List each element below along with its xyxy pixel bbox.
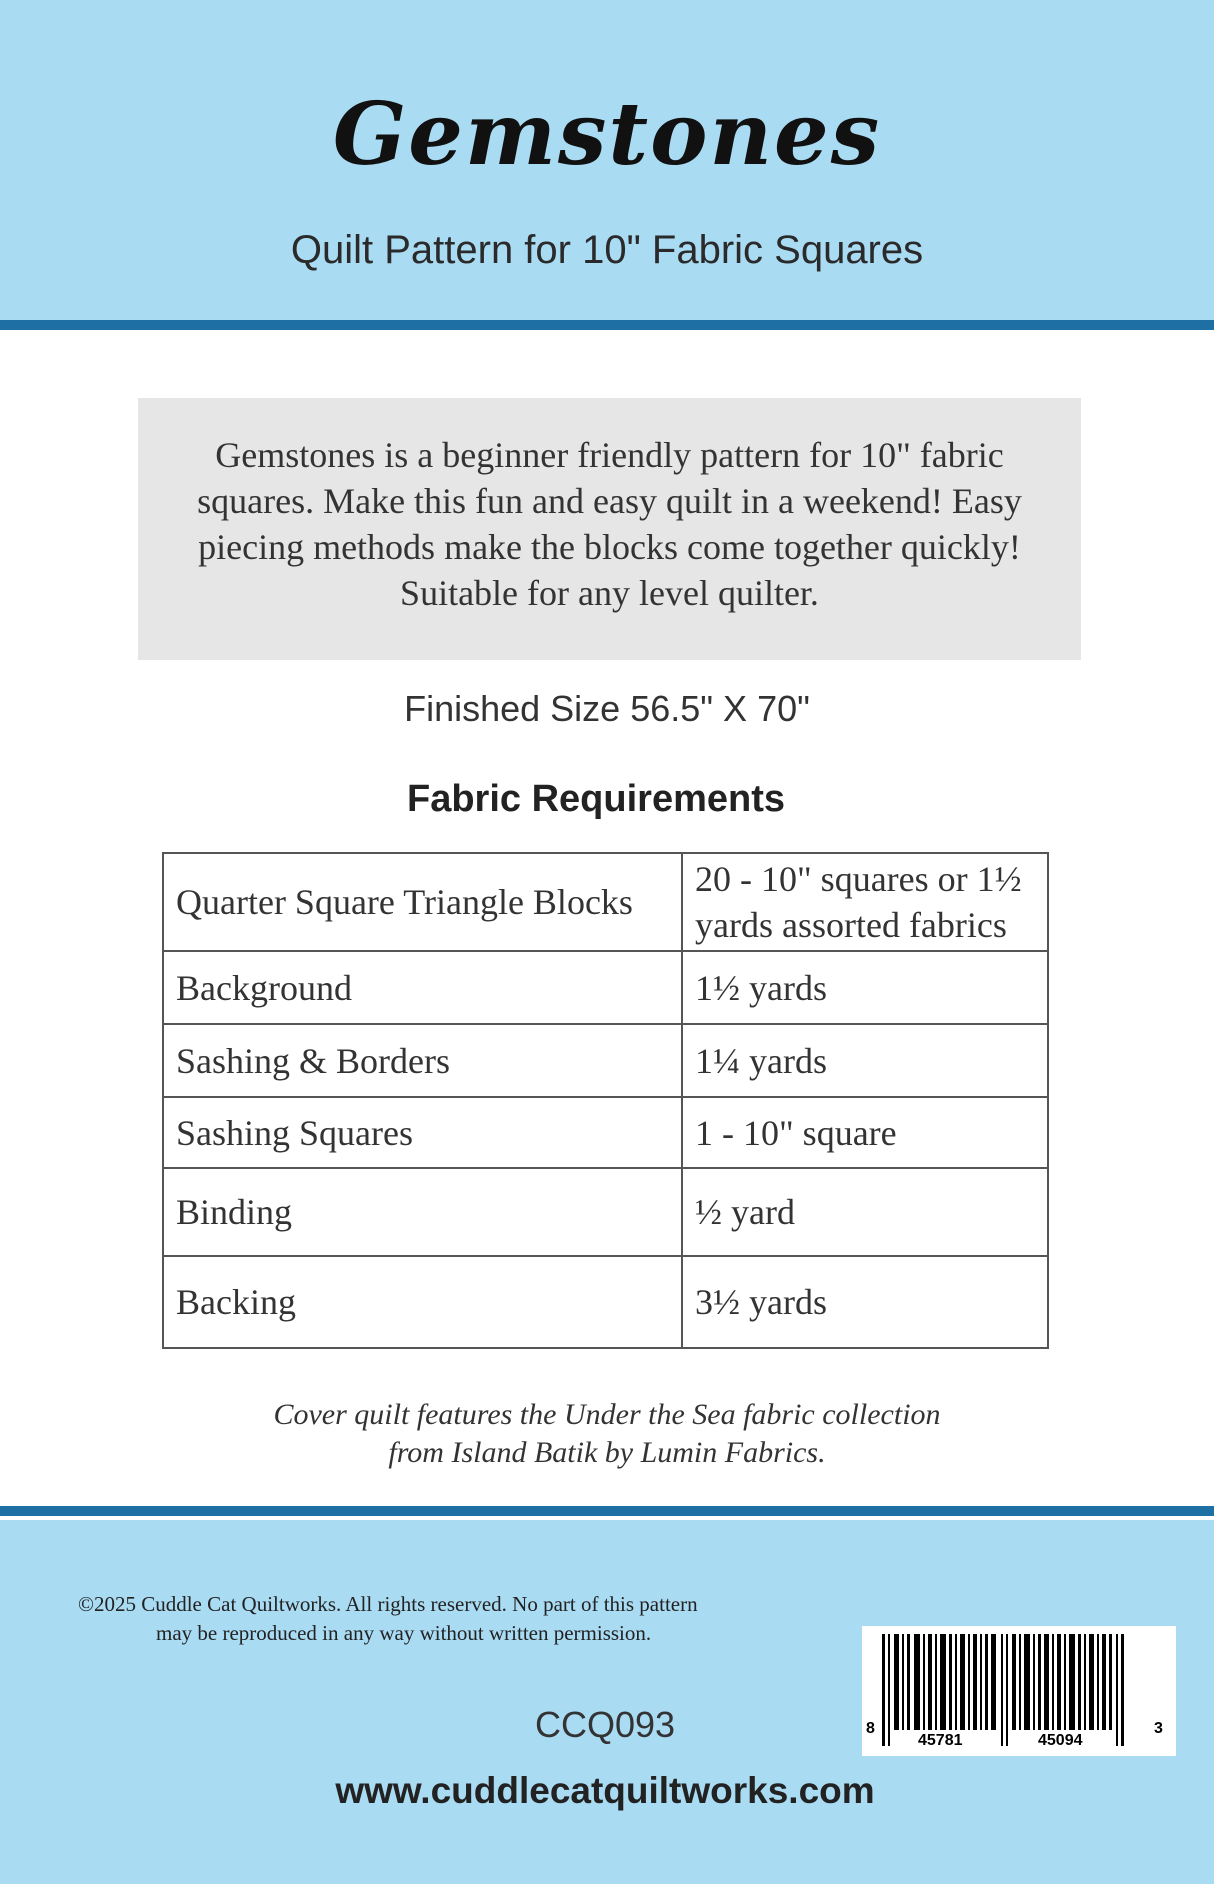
fabric-item: Sashing & Borders — [163, 1024, 682, 1097]
description-line: piecing methods make the blocks come together quickly! — [198, 527, 1021, 567]
footer-rule — [0, 1506, 1214, 1516]
copyright-line: may be reproduced in any way without written permission. — [156, 1621, 652, 1645]
finished-size: Finished Size 56.5" X 70" — [404, 688, 810, 729]
pattern-subtitle: Quilt Pattern for 10" Fabric Squares — [290, 228, 924, 272]
table-row — [163, 1024, 1048, 1097]
fabric-requirements-table — [162, 852, 1049, 1349]
cover-credit-line: Cover quilt features the Under the Sea fabric collection — [273, 1398, 941, 1431]
fabric-item: Binding — [163, 1168, 682, 1256]
fabric-item: Sashing Squares — [163, 1097, 682, 1168]
barcode-group-1: 45781 — [918, 1732, 963, 1749]
barcode — [862, 1626, 1176, 1756]
barcode-digit-right: 3 — [1154, 1720, 1163, 1737]
fabric-amount: 1¼ yards — [682, 1024, 1048, 1097]
fabric-amount-line: 20 - 10" squares or 1½ — [695, 859, 1022, 899]
description-line: squares. Make this fun and easy quilt in a weekend! Easy — [197, 481, 1022, 521]
fabric-amount: 1½ yards — [682, 951, 1048, 1024]
copyright-notice — [78, 1590, 838, 1648]
fabric-requirements-heading: Fabric Requirements — [407, 778, 785, 820]
table-row — [163, 1168, 1048, 1256]
table-row — [163, 1256, 1048, 1348]
description-line: Suitable for any level quilter. — [400, 573, 819, 613]
fabric-amount-line: yards assorted fabrics — [695, 905, 1007, 945]
product-code: CCQ093 — [534, 1704, 676, 1745]
cover-credit — [0, 1396, 1214, 1472]
barcode-group-2: 45094 — [1038, 1732, 1083, 1749]
copyright-line: ©2025 Cuddle Cat Quiltworks. All rights reserved. No part of this pattern — [78, 1592, 698, 1616]
fabric-item: Quarter Square Triangle Blocks — [163, 853, 682, 951]
website-link[interactable]: www.cuddlecatquiltworks.com — [335, 1770, 875, 1811]
fabric-item: Backing — [163, 1256, 682, 1348]
table-row — [163, 1097, 1048, 1168]
fabric-amount — [682, 853, 1048, 951]
barcode-icon — [862, 1626, 1176, 1756]
fabric-amount: 1 - 10" square — [682, 1097, 1048, 1168]
fabric-amount: ½ yard — [682, 1168, 1048, 1256]
description-line: Gemstones is a beginner friendly pattern for 10" fabric — [215, 435, 1004, 475]
table-row — [163, 951, 1048, 1024]
description-text — [160, 432, 1059, 616]
header-rule — [0, 320, 1214, 330]
fabric-amount: 3½ yards — [682, 1256, 1048, 1348]
table-row — [163, 853, 1048, 951]
barcode-digit-left: 8 — [866, 1720, 875, 1737]
fabric-item: Background — [163, 951, 682, 1024]
pattern-title: Gemstones — [332, 84, 882, 185]
cover-credit-line: from Island Batik by Lumin Fabrics. — [388, 1436, 826, 1469]
